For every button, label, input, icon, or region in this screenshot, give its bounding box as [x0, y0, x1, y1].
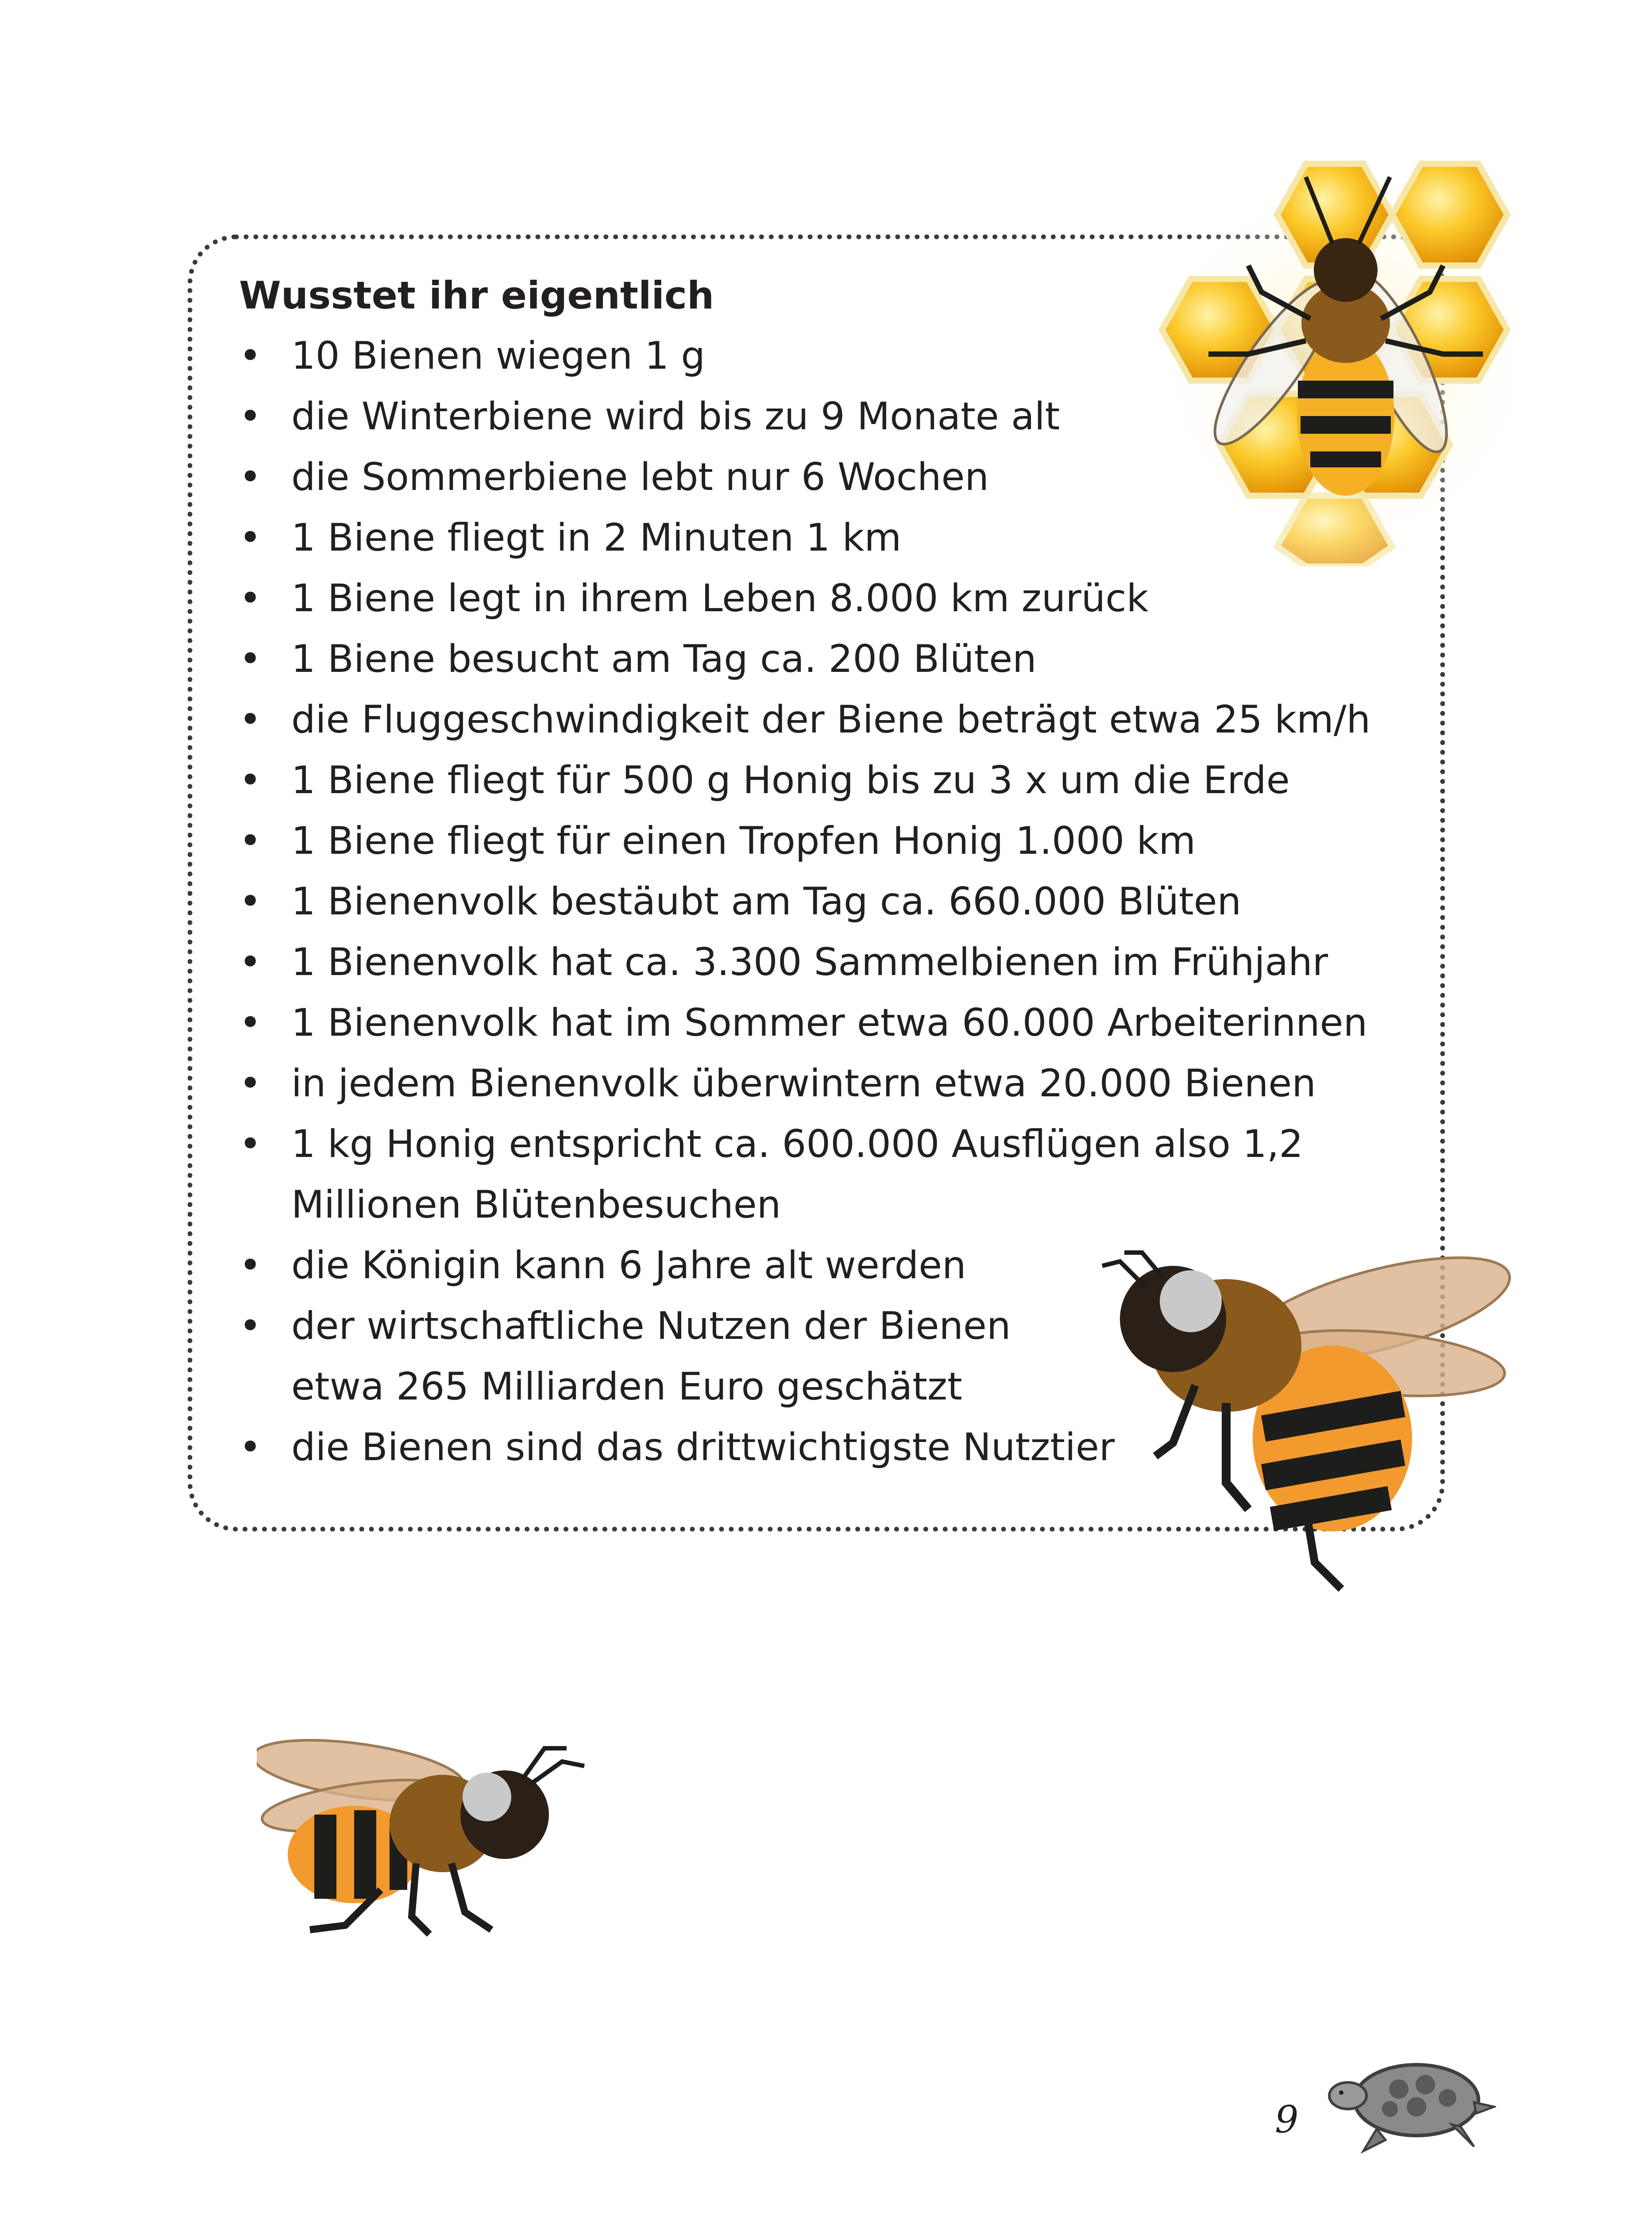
fact-item: • die Sommerbiene lebt nur 6 Wochen — [239, 447, 1434, 508]
fact-item-continuation: etwa 265 Milliarden Euro geschätzt — [291, 1365, 962, 1409]
turtle-icon — [1328, 2054, 1496, 2155]
fact-item: • in jedem Bienenvolk überwintern etwa 20.000 Bienen — [239, 1053, 1434, 1114]
fact-item: • 1 Biene fliegt in 2 Minuten 1 km — [239, 508, 1434, 568]
fact-item: • die Königin kann 6 Jahre alt werden — [239, 1235, 1434, 1296]
fact-item: • 1 Biene fliegt für 500 g Honig bis zu 3 x um die Erde — [239, 750, 1434, 811]
bee-icon — [257, 1731, 593, 1943]
fact-item: • die Winterbiene wird bis zu 9 Monate alt — [239, 386, 1434, 447]
fact-item: • 1 Biene besucht am Tag ca. 200 Blüten — [239, 629, 1434, 690]
fact-item: • 1 Biene legt in ihrem Leben 8.000 km zurück — [239, 568, 1434, 629]
page-number: 9 — [1275, 2098, 1299, 2141]
fact-item: • 1 Biene fliegt für einen Tropfen Honig 1.000 km — [239, 811, 1434, 871]
fact-item: • 10 Bienen wiegen 1 g — [239, 326, 1434, 386]
fact-item: • die Bienen sind das drittwichtigste Nutztier — [239, 1417, 1434, 1478]
fact-item: • 1 Bienenvolk hat ca. 3.300 Sammelbienen im Frühjahr — [239, 932, 1434, 993]
fact-item: • 1 kg Honig entspricht ca. 600.000 Ausflügen also 1,2 — [239, 1114, 1434, 1175]
bee-icon — [1093, 1235, 1518, 1598]
fact-item: • 1 Bienenvolk hat im Sommer etwa 60.000 Arbeiterinnen — [239, 993, 1434, 1053]
fact-item-continuation: Millionen Blütenbesuchen — [291, 1183, 781, 1227]
fact-heading: Wusstet ihr eigentlich — [239, 274, 714, 318]
fact-item: • der wirtschaftliche Nutzen der Bienen — [239, 1296, 1434, 1357]
fact-item: • die Fluggeschwindigkeit der Biene beträgt etwa 25 km/h — [239, 690, 1434, 750]
fact-item: • 1 Bienenvolk bestäubt am Tag ca. 660.000 Blüten — [239, 871, 1434, 932]
honeycomb-bee-icon — [1115, 133, 1558, 567]
